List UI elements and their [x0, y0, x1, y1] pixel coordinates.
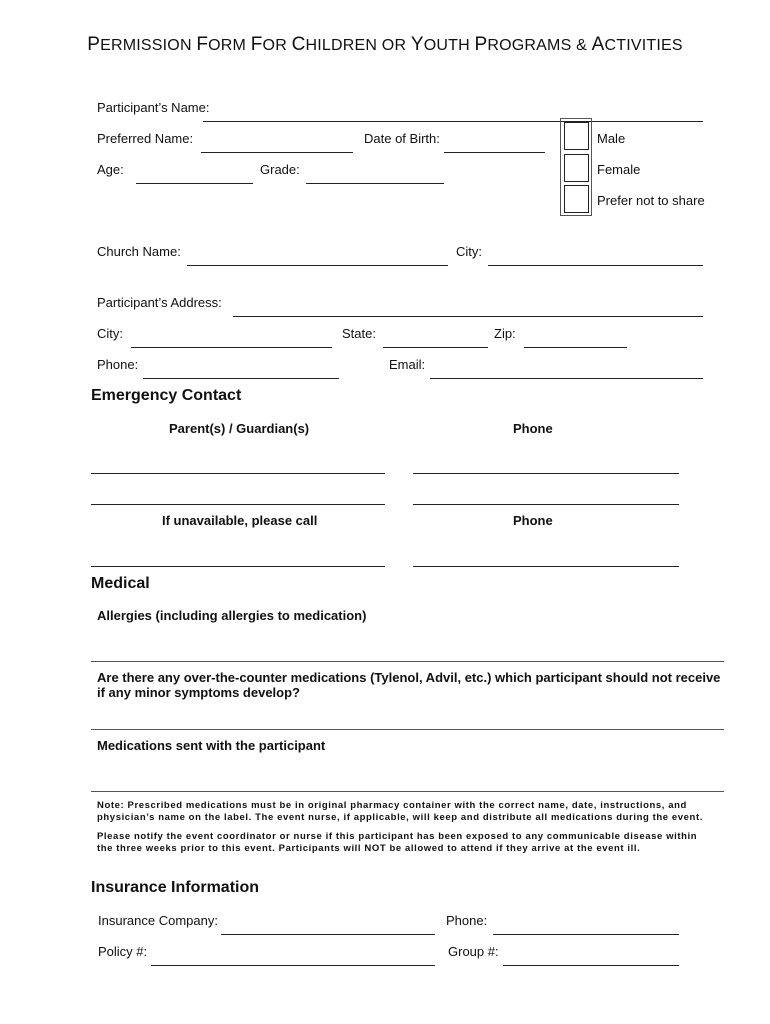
prefer-not-label: Prefer not to share [597, 193, 705, 208]
guardian-2-field[interactable] [91, 504, 385, 505]
grade-label: Grade: [260, 162, 300, 177]
church-city-label: City: [456, 244, 482, 259]
state-label: State: [342, 326, 376, 341]
medication-note: Note: Prescribed medications must be in original pharmacy container with the correct name, date, instructions, and physician’s name on the label. The event nurse, if applicable, will keep and distribute all medications during the event. [97, 800, 703, 823]
form-title [0, 34, 770, 56]
group-field[interactable] [503, 965, 679, 966]
insurance-company-label: Insurance Company: [98, 913, 218, 928]
date-of-birth-label: Date of Birth: [364, 131, 440, 146]
zip-label: Zip: [494, 326, 516, 341]
insurance-heading: Insurance Information [91, 879, 260, 896]
church-name-field[interactable] [187, 265, 448, 266]
unavailable-label: If unavailable, please call [162, 513, 318, 528]
preferred-name-label: Preferred Name: [97, 131, 194, 146]
phone-label: Phone: [97, 357, 139, 372]
participant-name-field[interactable] [203, 121, 703, 122]
church-city-field[interactable] [488, 265, 703, 266]
title-word-rest: CTIVITIES [604, 37, 683, 54]
title-word-rest: ROGRAMS & [487, 37, 592, 54]
preferred-name-field[interactable] [201, 152, 353, 153]
email-field[interactable] [430, 378, 703, 379]
emergency-contact-heading: Emergency Contact [91, 387, 242, 404]
guardian-2-phone-field[interactable] [413, 504, 679, 505]
grade-field[interactable] [306, 183, 444, 184]
title-initial: P [474, 34, 488, 55]
title-initial: A [591, 34, 605, 55]
policy-label: Policy #: [98, 944, 148, 959]
alternate-phone-field[interactable] [413, 566, 679, 567]
title-initial: F [250, 34, 263, 55]
title-initial: C [291, 34, 306, 55]
meds-sent-label: Medications sent with the participant [97, 738, 326, 753]
city-label: City: [97, 326, 123, 341]
email-label: Email: [389, 357, 426, 372]
gender-checkbox-group [560, 118, 592, 216]
group-label: Group #: [448, 944, 499, 959]
participant-name-label: Participant’s Name: [97, 100, 210, 115]
male-label: Male [597, 131, 626, 146]
female-label: Female [597, 162, 641, 177]
title-initial: F [196, 34, 209, 55]
prefer-not-checkbox[interactable] [564, 185, 589, 213]
title-word-rest: ORM [208, 37, 251, 54]
age-field[interactable] [136, 183, 253, 184]
city-field[interactable] [131, 347, 332, 348]
address-label: Participant’s Address: [97, 295, 222, 310]
title-word-rest: OR [262, 37, 292, 54]
allergies-label: Allergies (including allergies to medication) [97, 608, 367, 623]
female-checkbox[interactable] [564, 154, 589, 182]
guardian-1-phone-field[interactable] [413, 473, 679, 474]
phone-field[interactable] [143, 378, 339, 379]
title-word-rest: OUTH [423, 37, 475, 54]
communicable-disease-note: Please notify the event coordinator or nurse if this participant has been exposed to any communicable disease within the three weeks prior to this event. Participants will NOT be allowed to attend if they arrive at the event ill. [97, 831, 698, 854]
insurance-company-field[interactable] [221, 934, 435, 935]
address-field[interactable] [233, 316, 703, 317]
title-initial: Y [410, 34, 424, 55]
state-field[interactable] [383, 347, 488, 348]
medical-heading: Medical [91, 575, 150, 592]
age-label: Age: [97, 162, 124, 177]
title-word-rest: HILDREN OR [305, 37, 411, 54]
otc-field[interactable] [91, 729, 724, 730]
male-checkbox[interactable] [564, 122, 589, 150]
guardian-1-field[interactable] [91, 473, 385, 474]
title-initial: P [87, 34, 101, 55]
guardian-phone-label: Phone [513, 421, 553, 436]
date-of-birth-field[interactable] [444, 152, 545, 153]
church-name-label: Church Name: [97, 244, 181, 259]
guardians-label: Parent(s) / Guardian(s) [169, 421, 310, 436]
alternate-contact-field[interactable] [91, 566, 385, 567]
insurance-phone-label: Phone: [446, 913, 488, 928]
allergies-field[interactable] [91, 661, 724, 662]
meds-sent-field[interactable] [91, 791, 724, 792]
otc-question: Are there any over-the-counter medications (Tylenol, Advil, etc.) which participant should not receive if any minor symptoms develop? [97, 670, 721, 700]
insurance-phone-field[interactable] [493, 934, 679, 935]
title-word-rest: ERMISSION [100, 37, 197, 54]
policy-field[interactable] [151, 965, 435, 966]
alternate-phone-label: Phone [513, 513, 553, 528]
zip-field[interactable] [524, 347, 627, 348]
